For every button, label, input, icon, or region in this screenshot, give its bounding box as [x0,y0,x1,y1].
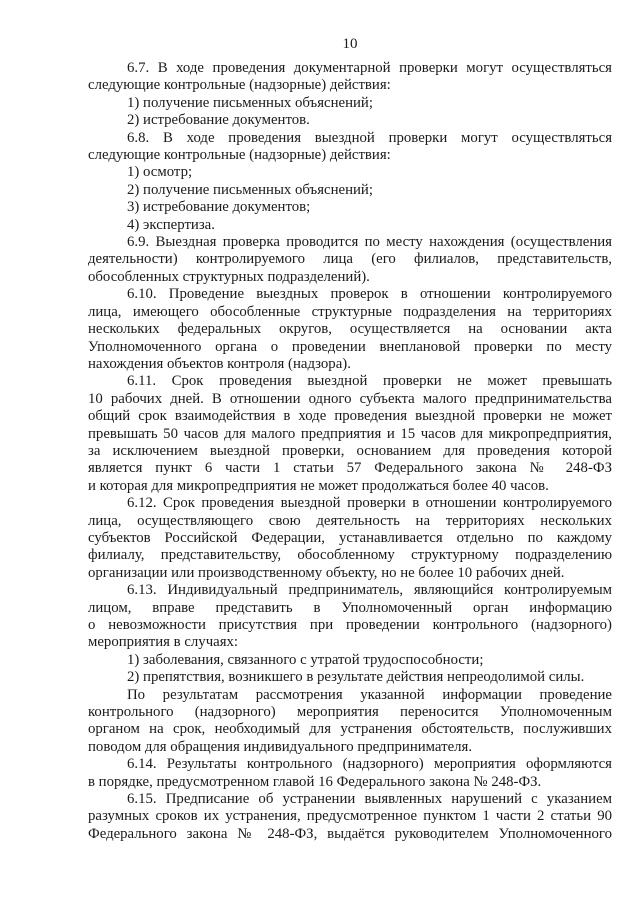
text-line: 6.13. Индивидуальный предприниматель, являющийся контролируемым [127,582,612,599]
list-item [88,669,612,686]
text-line: 1) получение письменных объяснений; [127,94,373,111]
text-line: превышать 50 часов для малого предприятия и 15 часов для микропредприятия, [88,425,612,442]
paragraph-6-14 [88,756,612,791]
list-item [88,217,612,234]
list-item [88,95,612,112]
text-line: за исключением выездной проверки, основанием для проведения которой [88,442,612,459]
paragraph-6-12 [88,495,612,582]
text-line: нескольких федеральных округов, осуществляется на основании акта [88,321,612,338]
text-line: лица, имеющего обособленные структурные подразделения на территориях [88,303,612,320]
paragraph-6-10 [88,286,612,373]
text-line: следующие контрольные (надзорные) действия: [88,147,391,164]
text-line: организации или производственному объекту, но не более 10 рабочих дней. [88,564,565,581]
text-line: 3) истребование документов; [127,199,311,216]
text-line: поводом для обращения индивидуального предпринимателя. [88,738,473,755]
list-item [88,182,612,199]
list-item [88,164,612,181]
text-line: 10 рабочих дней. В отношении одного субъекта малого предпринимательства [88,390,612,407]
list-item [88,112,612,129]
text-line: деятельности) контролируемого лица (его филиалов, представительств, [88,251,612,268]
paragraph-6-9 [88,234,612,286]
text-line: 6.15. Предписание об устранении выявленных нарушений с указанием [127,791,612,808]
text-line: лица, осуществляющего свою деятельность на территориях нескольких [88,512,612,529]
text-line: общий срок взаимодействия в ходе проведения выездной проверки не может [88,408,612,425]
text-line: в порядке, предусмотренном главой 16 Федерального закона № 248-ФЗ. [88,773,542,790]
text-line: По результатам рассмотрения указанной информации проведение [127,686,612,703]
text-line: субъектов Российской Федерации, устанавливается отдельно по каждому [88,529,612,546]
text-line: Уполномоченного органа о проведении внеплановой проверки по месту [88,338,612,355]
text-line: является пункт 6 части 1 статьи 57 Федерального закона № 248-ФЗ [88,460,612,477]
text-line: 6.9. Выездная проверка проводится по месту нахождения (осуществления [127,234,612,251]
paragraph-6-13 [88,582,612,652]
text-line: следующие контрольные (надзорные) действия: [88,77,391,94]
paragraph-6-15 [88,791,612,843]
text-line: Федерального закона № 248-ФЗ, выдаётся руководителем Уполномоченного [88,825,612,842]
text-line: 2) препятствия, возникшего в результате действия непреодолимой силы. [127,669,585,686]
text-line: 2) получение письменных объяснений; [127,181,373,198]
text-line: разумных сроков их устранения, предусмотренное пунктом 1 части 2 статьи 90 [88,808,612,825]
paragraph-results-review [88,687,612,757]
text-line: мероприятия в случаях: [88,634,239,651]
paragraph-6-8 [88,130,612,165]
text-line: 6.12. Срок проведения выездной проверки в отношении контролируемого [127,495,612,512]
list-item [88,652,612,669]
text-line: и которая для микропредприятия не может продолжаться более 40 часов. [88,477,549,494]
paragraph-6-11 [88,373,612,495]
text-line: филиалу, представительству, обособленному структурному подразделению [88,547,612,564]
text-line: нахождения объектов контроля (надзора). [88,355,351,372]
text-line: 6.8. В ходе проведения выездной проверки могут осуществляться [127,129,612,146]
text-line: лицом, вправе представить в Уполномоченный орган информацию [88,599,612,616]
text-line: органом на срок, необходимый для устранения обстоятельств, послуживших [88,721,612,738]
text-line: обособленных структурных подразделений). [88,268,370,285]
text-line: 1) осмотр; [127,164,193,181]
text-line: 2) истребование документов. [127,112,310,129]
list-item [88,199,612,216]
text-line: о невозможности присутствия при проведении контрольного (надзорного) [88,617,612,633]
page-number: 10 [342,36,358,52]
text-line: 6.11. Срок проведения выездной проверки не может превышать [127,373,612,390]
paragraph-6-7 [88,60,612,95]
text-line: 6.10. Проведение выездных проверок в отношении контролируемого [127,286,612,303]
text-line: контрольного (надзорного) мероприятия переносится Уполномоченным [88,704,612,721]
text-line: 4) экспертиза. [127,216,215,233]
text-line: 6.14. Результаты контрольного (надзорного) мероприятия оформляются [127,756,612,773]
document-body [88,60,612,843]
text-line: 1) заболевания, связанного с утратой трудоспособности; [127,651,484,668]
text-line: 6.7. В ходе проведения документарной проверки могут осуществляться [127,60,612,76]
